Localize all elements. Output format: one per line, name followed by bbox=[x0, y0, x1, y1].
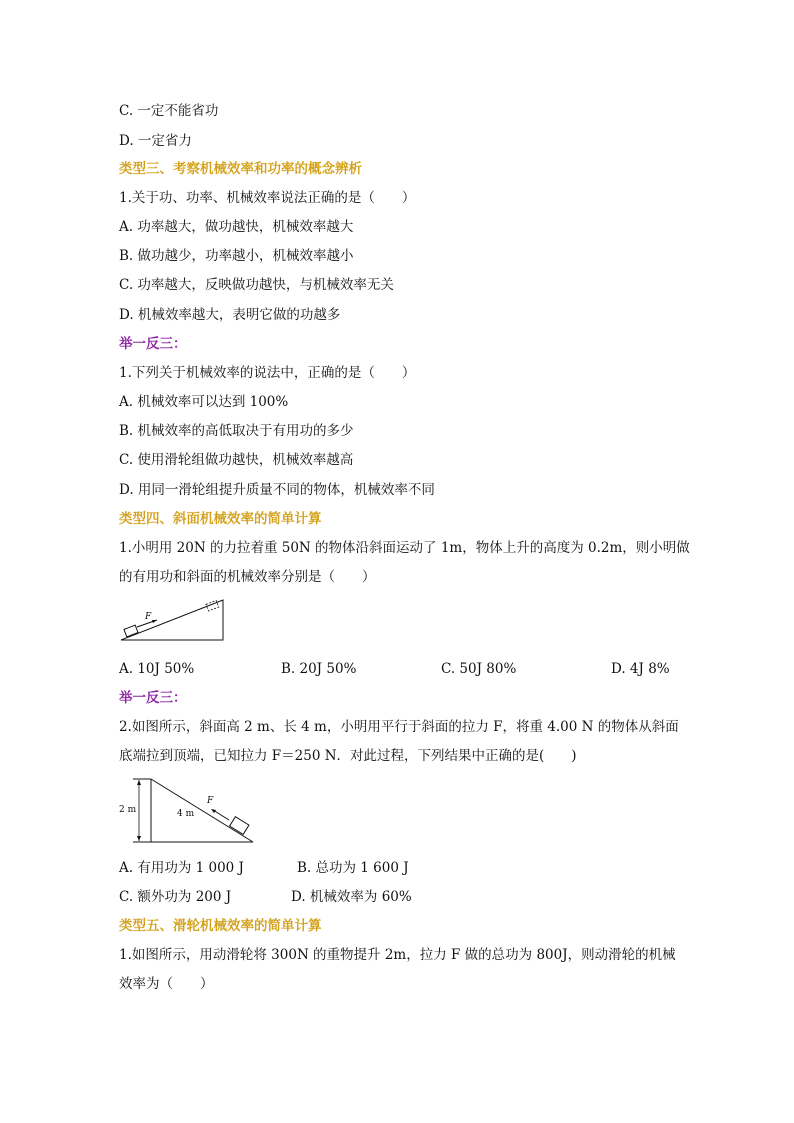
option-a: A. 有用功为 1 000 J bbox=[119, 860, 244, 876]
force-arrowhead bbox=[211, 809, 216, 813]
question-4-e2-line1: 2.如图所示，斜面高 2 m、长 4 m，小明用平行于斜面的拉力 F，将重 4.00 N 的物体从斜面 bbox=[119, 719, 679, 735]
option-c: C. 功率越大，反映做功越快，与机械效率无关 bbox=[119, 277, 394, 293]
question-3-1: 1.关于功、功率、机械效率说法正确的是（ ） bbox=[119, 190, 416, 206]
height-label: 2 m bbox=[119, 805, 137, 815]
force-label: F bbox=[207, 796, 214, 806]
option-d: D. 机械效率越大，表明它做的功越多 bbox=[119, 307, 341, 323]
question-3-e1: 1.下列关于机械效率的说法中，正确的是（ ） bbox=[119, 365, 416, 381]
incline-figure-1 bbox=[119, 596, 229, 644]
question-5-1-line2: 效率为（ ） bbox=[119, 976, 214, 992]
block bbox=[230, 817, 249, 835]
option-a: A. 机械效率可以达到 100% bbox=[119, 394, 289, 410]
question-4-e2-line2: 底端拉到顶端，已知拉力 F＝250 N．对此过程，下列结果中正确的是( ) bbox=[119, 748, 577, 764]
option-c: C. 额外功为 200 J bbox=[119, 889, 232, 905]
option-c: C. 使用滑轮组做功越快，机械效率越高 bbox=[119, 452, 354, 468]
option-d: D. 机械效率为 60% bbox=[291, 889, 412, 905]
section-heading-type3: 类型三、考察机械效率和功率的概念辨析 bbox=[119, 161, 362, 177]
extend-heading: 举一反三： bbox=[119, 690, 187, 706]
section-heading-type4: 类型四、斜面机械效率的简单计算 bbox=[119, 511, 322, 527]
force-label: F bbox=[145, 612, 152, 622]
option-a: A. 功率越大，做功越快，机械效率越大 bbox=[119, 219, 354, 235]
option-a: A. 10J 50% bbox=[119, 661, 195, 677]
option-d-prev: D. 一定省力 bbox=[119, 133, 192, 149]
force-arrowhead bbox=[152, 620, 157, 623]
option-b: B. 总功为 1 600 J bbox=[297, 860, 409, 876]
question-4-1-line1: 1.小明用 20N 的力拉着重 50N 的物体沿斜面运动了 1m，物体上升的高度为 0.2m，则小明做 bbox=[119, 540, 690, 556]
option-d: D. 用同一滑轮组提升质量不同的物体，机械效率不同 bbox=[119, 482, 435, 498]
extend-heading: 举一反三： bbox=[119, 336, 187, 352]
length-label: 4 m bbox=[177, 809, 195, 819]
incline-triangle bbox=[121, 600, 223, 640]
question-5-1-line1: 1.如图所示，用动滑轮将 300N 的重物提升 2m，拉力 F 做的总功为 800J，则动滑轮的机械 bbox=[119, 947, 676, 963]
option-c: C. 50J 80% bbox=[441, 661, 517, 677]
incline-figure-2 bbox=[119, 776, 259, 846]
question-4-1-line2: 的有用功和斜面的机械效率分别是（ ） bbox=[119, 569, 376, 585]
option-b: B. 做功越少，功率越小，机械效率越小 bbox=[119, 248, 354, 264]
section-heading-type5: 类型五、滑轮机械效率的简单计算 bbox=[119, 918, 322, 934]
option-b: B. 20J 50% bbox=[281, 661, 357, 677]
option-d: D. 4J 8% bbox=[611, 661, 670, 677]
block bbox=[124, 625, 138, 637]
option-c-prev: C. 一定不能省功 bbox=[119, 103, 219, 119]
slope bbox=[151, 779, 253, 842]
option-b: B. 机械效率的高低取决于有用功的多少 bbox=[119, 423, 354, 439]
